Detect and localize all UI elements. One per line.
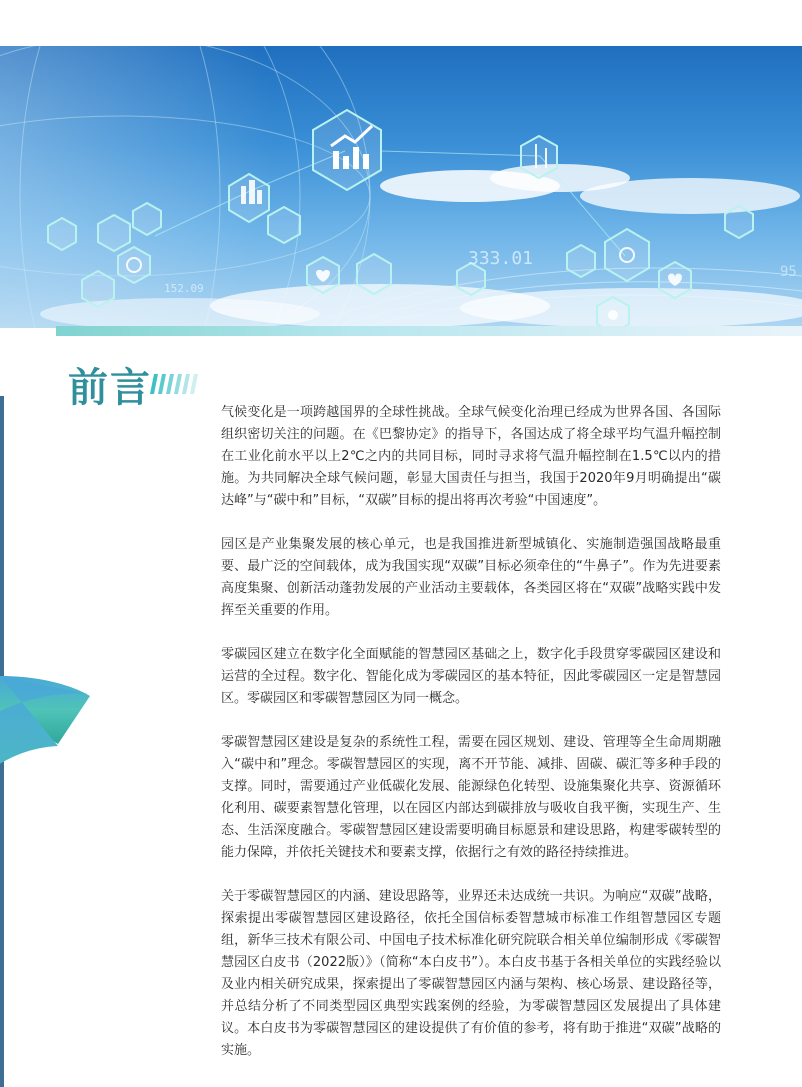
hand-plant-icon <box>268 207 300 243</box>
cutlery-icon <box>133 203 161 235</box>
wind-turbine-icon <box>521 136 557 178</box>
plant-icon <box>98 215 130 251</box>
family-icon <box>82 271 114 307</box>
paragraph: 园区是产业集聚发展的核心单元，也是我国推进新型城镇化、实施制造强国战略最重要、最广泛的空间载体，成为我国实现“双碳”目标必须牵住的“牛鼻子”。作为先进要素高度集聚、创新活动蓬勃发展的产业活动主要载体，各类园区将在“双碳”战略实践中发挥至关重要的作用。 <box>221 537 721 618</box>
globe-icon <box>118 247 150 283</box>
paragraph: 气候变化是一项跨越国界的全球性挑战。全球气候变化治理已经成为世界各国、各国际组织密切关注的问题。在《巴黎协定》的指导下，各国达成了将全球平均气温升幅控制在工业化前水平以上2℃之内的共同目标，同时寻求将气温升幅控制在1.5℃以内的措施。为共同解决全球气候问题，彰显大国责任与担当，我国于2020年9月明确提出“碳达峰”与“碳中和”目标，“双碳”目标的提出将再次考验“中国速度”。 <box>221 405 721 508</box>
hero-accent-bar <box>56 326 802 336</box>
hero-illustration <box>0 46 802 328</box>
handshake-icon <box>357 254 391 294</box>
recycle-icon <box>605 229 649 281</box>
paragraph: 零碳园区建立在数字化全面赋能的智慧园区基础之上，数字化手段贯穿零碳园区建设和运营的全过程。数字化、智能化成为零碳园区的基本特征，因此零碳园区一定是智慧园区。零碳园区和零碳智慧园区为同一概念。 <box>221 647 721 706</box>
page-title: 前言 <box>68 365 152 411</box>
hero-banner <box>0 46 802 328</box>
hex-right-icon <box>725 206 753 238</box>
hero-digits-right: 95 <box>780 264 797 280</box>
decorative-arc <box>0 676 100 1006</box>
body-text <box>221 402 721 1084</box>
title-stripes <box>148 374 204 394</box>
paragraph: 零碳智慧园区建设是复杂的系统性工程，需要在园区规划、建设、管理等全生命周期融入“碳中和”理念。零碳智慧园区的实现，离不开节能、减排、固碳、碳汇等多种手段的支撑。同时，需要通过产业低碳化发展、能源绿色化转型、设施集聚化共享、资源循环化利用、碳要素智慧化管理，以在园区内部达到碳排放与吸收自我平衡，实现生产、生态、生活深度融合。零碳智慧园区建设需要明确目标愿景和建设思路，构建零碳转型的能力保障，并依托关键技术和要素支撑，依据行之有效的路径持续推进。 <box>221 735 721 860</box>
hero-digits-left: 152.09 <box>164 282 204 295</box>
bar-icon <box>567 245 595 277</box>
tree-icon <box>48 218 76 250</box>
hero-digits-center: 333.01 <box>468 248 534 269</box>
paragraph: 关于零碳智慧园区的内涵、建设思路等，业界还未达成统一共识。为响应“双碳”战略，探索提出零碳智慧园区建设路径，依托全国信标委智慧城市标准工作组智慧园区专题组，新华三技术有限公司、中国电子技术标准化研究院联合相关单位编制形成《零碳智慧园区白皮书（2022版）》（简称“本白皮书”）。本白皮书基于各相关单位的实践经验以及业内相关研究成果，探索提出了零碳智慧园区内涵与架构、核心场景、建设路径等，并总结分析了不同类型园区典型实践案例的经验，为零碳智慧园区发展提出了具体建议。本白皮书为零碳智慧园区的建设提供了有价值的参考，将有助于推进“双碳”战略的实施。 <box>221 889 721 1058</box>
